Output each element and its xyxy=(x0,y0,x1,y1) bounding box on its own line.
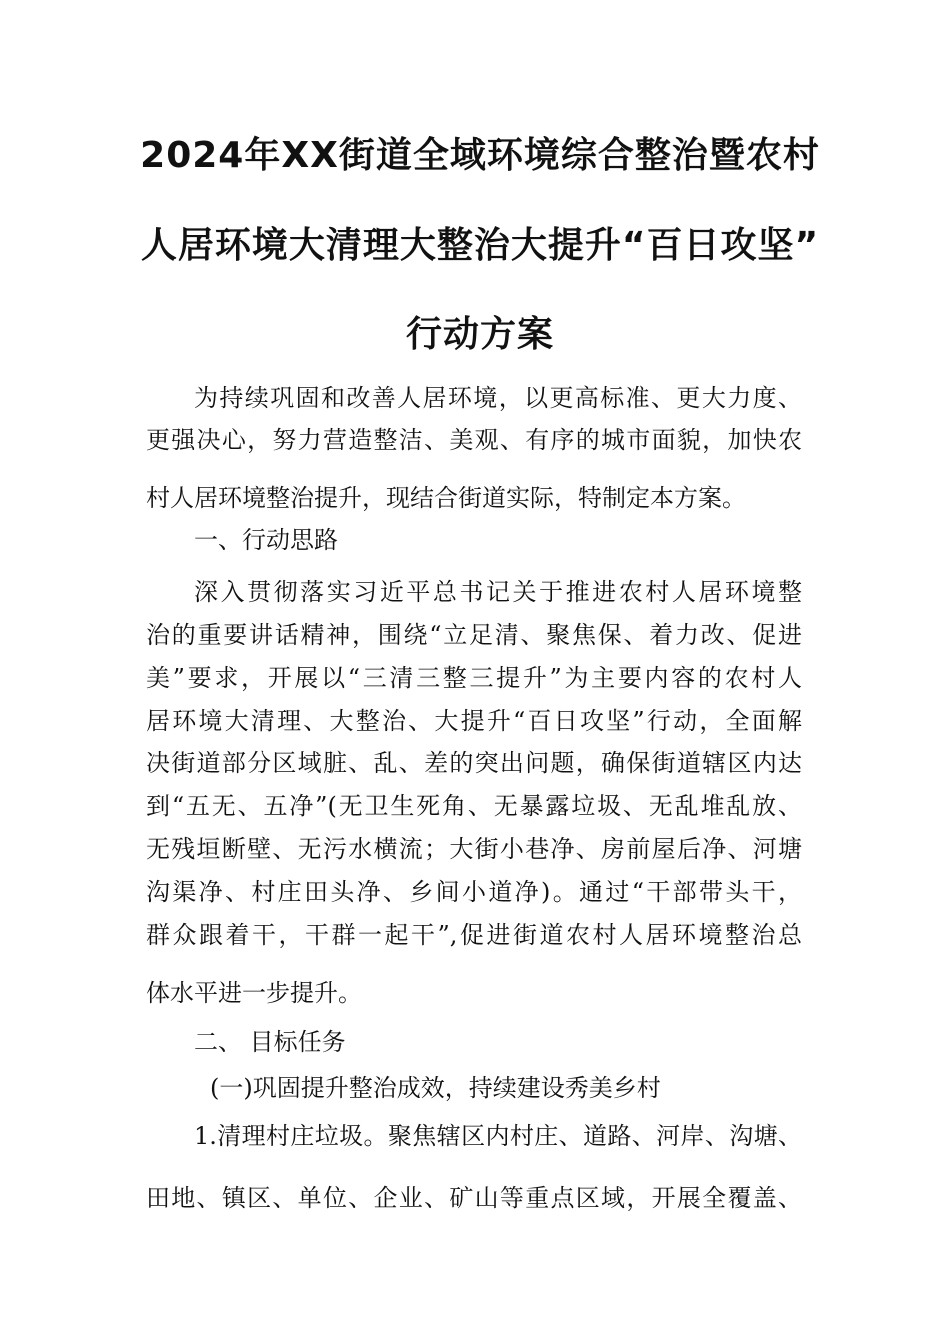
section-1-line-7: 无残垣断壁、无污水横流；大街小巷净、房前屋后净、河塘 xyxy=(146,835,802,863)
section-2-line-1: 1.清理村庄垃圾。聚焦辖区内村庄、道路、河岸、沟塘、 xyxy=(194,1122,802,1150)
section-2-heading: 二、 目标任务 xyxy=(194,1028,346,1056)
section-1-heading: 一、行动思路 xyxy=(194,526,338,554)
section-1-line-1: 深入贯彻落实习近平总书记关于推进农村人居环境整 xyxy=(194,578,802,606)
intro-line-1: 为持续巩固和改善人居环境，以更高标准、更大力度、 xyxy=(194,384,802,412)
document-title-line-2: 人居环境大清理大整治大提升“百日攻坚” xyxy=(140,225,820,266)
section-2-subheading: (一)巩固提升整治成效，持续建设秀美乡村 xyxy=(210,1074,661,1102)
section-1-line-10: 体水平进一步提升。 xyxy=(146,979,362,1007)
section-1-line-2: 治的重要讲话精神，围绕“立足清、聚焦保、着力改、促进 xyxy=(146,621,802,649)
document-title-line-1: 2024年XX街道全域环境综合整治暨农村 xyxy=(140,135,820,176)
section-1-line-8: 沟渠净、村庄田头净、乡间小道净)。通过“干部带头干， xyxy=(146,878,802,906)
document-title-line-3: 行动方案 xyxy=(405,314,554,355)
section-1-line-3: 美”要求，开展以“三清三整三提升”为主要内容的农村人 xyxy=(146,664,802,692)
intro-line-3: 村人居环境整治提升，现结合街道实际，特制定本方案。 xyxy=(146,484,746,512)
section-2-line-2: 田地、镇区、单位、企业、矿山等重点区域，开展全覆盖、 xyxy=(146,1184,802,1212)
section-1-line-9: 群众跟着干，干群一起干”,促进街道农村人居环境整治总 xyxy=(146,921,802,949)
section-1-line-4: 居环境大清理、大整治、大提升“百日攻坚”行动，全面解 xyxy=(146,707,802,735)
section-1-line-5: 决街道部分区域脏、乱、差的突出问题，确保街道辖区内达 xyxy=(146,749,802,777)
intro-line-2: 更强决心，努力营造整洁、美观、有序的城市面貌，加快农 xyxy=(146,426,802,454)
section-1-line-6: 到“五无、五净”(无卫生死角、无暴露垃圾、无乱堆乱放、 xyxy=(146,792,802,820)
